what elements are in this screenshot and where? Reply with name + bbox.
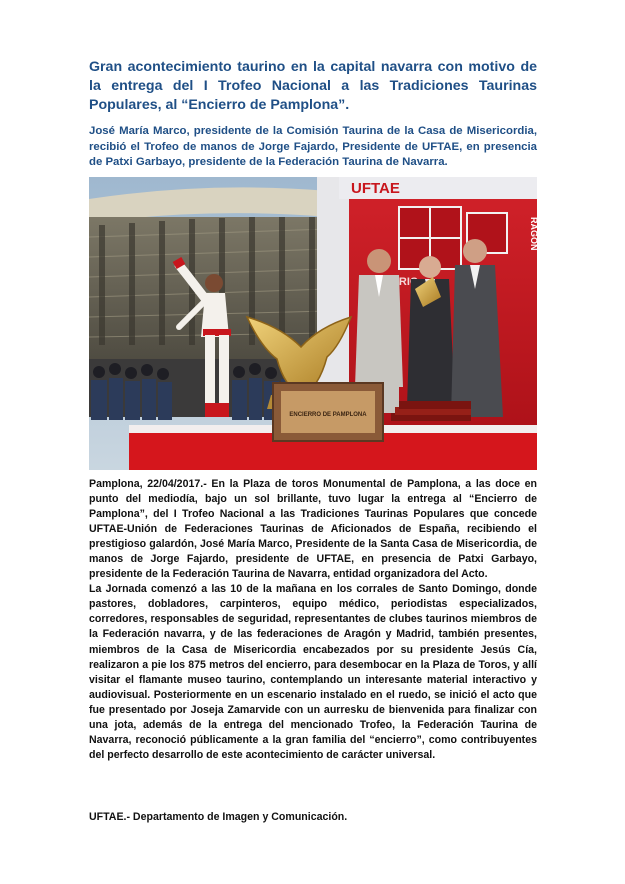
ceremony-photo-illustration bbox=[89, 177, 537, 470]
trophy-plaque bbox=[273, 383, 383, 441]
article-signature: UFTAE.- Departamento de Imagen y Comunicación. bbox=[89, 811, 348, 823]
ceremony-photo bbox=[89, 177, 537, 470]
article-paragraph-1: Pamplona, 22/04/2017.- En la Plaza de toros Monumental de Pamplona, a las doce en punto del mediodía, bajo un sol brillante, tuvo lugar la entrega al “Encierro de Pamplona”, del I Trofeo Nacional a las Tradiciones Taurinas Populares que concede UFTAE-Unión de Federaciones Taurinas de Aficionados de España, recibiendo el prestigioso galardón, José María Marco, Presidente de la Santa Casa de Misericordia, de manos de Jorge Fajardo, presidente de UFTAE, en presencia de Patxi Garbayo, presidente de la Federación Taurina de Navarra, entidad organizadora del Acto. bbox=[89, 478, 537, 581]
side-banner-text: RAGÓN bbox=[529, 217, 539, 251]
article-body bbox=[89, 477, 537, 763]
article-paragraph-2: La Jornada comenzó a las 10 de la mañana en los corrales de Santo Domingo, donde pastores, dobladores, carpinteros, equipo médico, periodistas especializados, corredores, responsables de seguridad, representantes de clubes taurinos miembros de la Federación navarra, y de las federaciones de Aragón y Madrid, también presentes, miembros de la Casa de Misericordia encabezados por su presidente Jesús Cía, realizaron a pie los 875 metros del encierro, para desembocar en la Plaza de Toros, y allí visitar el flamante museo taurino, contemplando un interesante material interactivo y audiovisual. Posteriormente en un escenario instalado en el ruedo, se inició el acto que fue presentado por Joseja Zamarvide con un aurresku de bienvenida para finalizar con una jota, además de la entrega del mencionado Trofeo, la Federación Taurina de Navarra, reconoció públicamente a la gran familia del “encierro”, como contribuyentes del perfecto desarrollo de este acontecimiento de carácter universal. bbox=[89, 583, 537, 761]
banner-text: UFTAE bbox=[351, 180, 400, 197]
plaque-text: ENCIERRO DE PAMPLONA bbox=[289, 412, 367, 418]
article-subtitle: José María Marco, presidente de la Comisión Taurina de la Casa de Misericordia, recibió el Trofeo de manos de Jorge Fajardo, Presidente de UFTAE, en presencia de Patxi Garbayo, presidente de la Federación Taurina de Navarra. bbox=[89, 125, 537, 169]
article-title: Gran acontecimiento taurino en la capital navarra con motivo de la entrega del I Trofeo Nacional a las Tradiciones Taurinas Populares, al “Encierro de Pamplona”. bbox=[89, 59, 537, 113]
